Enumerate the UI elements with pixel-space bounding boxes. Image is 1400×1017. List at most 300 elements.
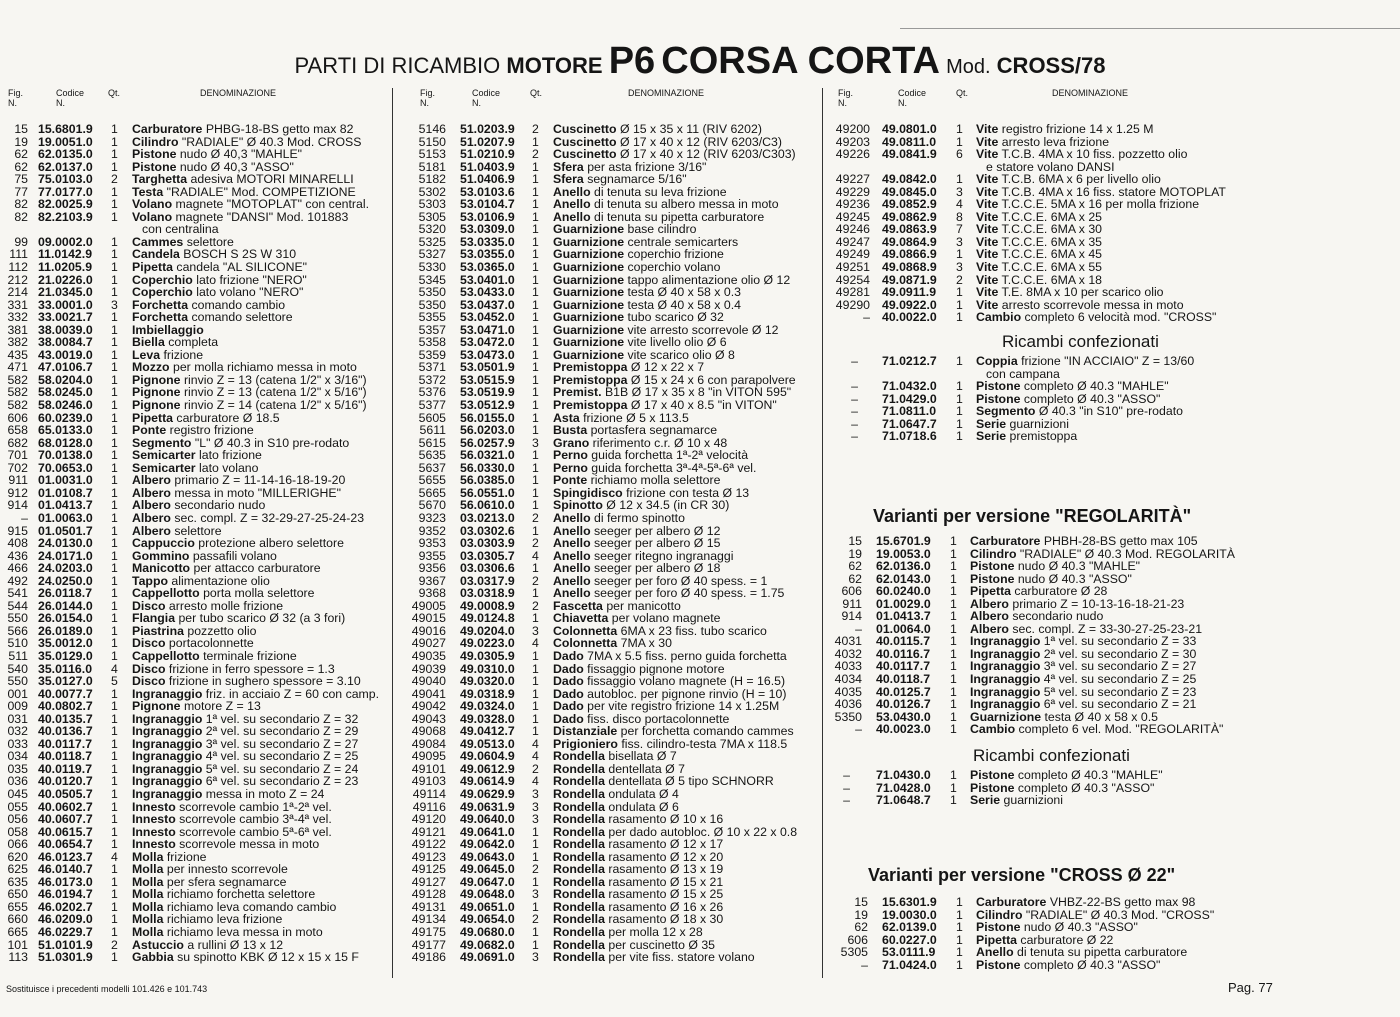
fig-number: 112 (8, 260, 28, 275)
part-detail: base cilindro (627, 222, 697, 237)
part-name: Innesto (132, 837, 176, 852)
part-detail: lato volano "NERO" (196, 285, 304, 300)
part-code: 53.0433.0 (460, 285, 515, 300)
quantity: 1 (111, 786, 118, 801)
part-detail: rinvio Z = 14 (catena 1/2" x 5/16") (183, 398, 367, 413)
quantity: 1 (532, 837, 539, 852)
quantity: 1 (532, 247, 539, 262)
footer-note: Sostituisce i precedenti modelli 101.426 e 101.743 (6, 984, 208, 994)
quantity: 1 (532, 272, 539, 287)
part-code: 49.0868.9 (882, 260, 937, 275)
quantity: 1 (532, 285, 539, 300)
part-name: Gabbia (132, 950, 174, 965)
part-code: 03.0318.9 (460, 586, 515, 601)
fig-number: – (863, 310, 870, 325)
quantity: 1 (111, 724, 118, 739)
fig-number: 49101 (411, 761, 446, 776)
part-code: 71.0428.0 (876, 780, 931, 795)
fig-number: 49041 (411, 686, 446, 701)
part-detail: per innesto scorrevole (166, 862, 288, 877)
part-detail: messa in moto "MILLERIGHE" (174, 485, 341, 500)
fig-number: 510 (7, 636, 28, 651)
quantity: 2 (532, 912, 539, 927)
part-detail: seeger ritegno ingranaggi (594, 548, 734, 563)
part-detail: Ø 17 x 40 x 8.5 "in VITON" (630, 398, 777, 413)
part-code: 49.0629.9 (460, 786, 515, 801)
fig-number: 911 (842, 596, 862, 611)
part-code: 46.0173.0 (38, 874, 93, 889)
part-name: Pipetta (132, 260, 173, 275)
part-name: Guarnizione (553, 272, 625, 287)
fig-number: – (851, 429, 858, 444)
part-name: Serie (976, 429, 1007, 444)
part-code: 51.0210.9 (460, 147, 515, 162)
part-code: 49.0866.9 (882, 247, 937, 262)
part-name: Vite (976, 172, 999, 187)
part-name: Segmento (132, 435, 192, 450)
quantity: 1 (111, 360, 118, 375)
part-name: Vite (976, 197, 999, 212)
part-description (976, 405, 1183, 418)
quantity: 1 (532, 586, 539, 601)
part-name: Albero (132, 485, 171, 500)
quantity: 2 (532, 122, 539, 136)
part-detail: frizione (166, 849, 207, 864)
header-qty: Qt. (956, 88, 969, 98)
part-detail: passafili volano (192, 548, 277, 563)
fig-number: 99 (14, 234, 28, 249)
part-code: 40.0117.7 (38, 736, 93, 751)
quantity: 1 (956, 907, 963, 922)
quantity: 1 (111, 159, 118, 174)
part-code: 53.0335.0 (460, 234, 515, 249)
fig-number: 49068 (411, 724, 446, 739)
part-code: 49.0911.9 (882, 285, 937, 300)
part-detail: e statore volano DANSI (986, 159, 1115, 174)
part-code: 53.0437.0 (460, 297, 515, 312)
part-description (970, 723, 1223, 736)
fig-number: 75 (14, 172, 28, 187)
part-code: 49.0651.0 (460, 899, 515, 914)
part-code: 53.0106.9 (460, 209, 515, 224)
part-code: 71.0811.0 (882, 404, 937, 419)
part-code: 26.0144.0 (38, 598, 93, 613)
part-code: 26.0189.0 (38, 623, 93, 638)
part-name: Dado (553, 648, 584, 663)
quantity: 1 (111, 423, 118, 438)
part-detail: rasamento Ø 12 x 20 (608, 849, 724, 864)
part-detail: 2ª vel. su secondario Z = 29 (205, 724, 359, 739)
table-row (830, 355, 1395, 368)
part-detail: dentellata Ø 7 (608, 761, 685, 776)
part-detail: di tenuta su leva frizione (594, 184, 727, 199)
part-name: Ingranaggio (132, 686, 203, 701)
fig-number: 582 (7, 385, 28, 400)
part-name: Ingranaggio (132, 786, 203, 801)
part-name: Anello (553, 523, 591, 538)
part-detail: su spinotto KBK Ø 12 x 15 x 15 F (177, 950, 359, 965)
table-row (0, 951, 392, 964)
part-code: 40.0117.7 (876, 659, 931, 674)
part-name: Albero (970, 596, 1009, 611)
part-name: Testa (132, 184, 164, 199)
part-name: Asta (553, 410, 580, 425)
quantity: 1 (950, 634, 957, 649)
part-detail: friz. in acciaio Z = 60 con camp. (205, 686, 380, 701)
part-name: Anello (553, 573, 591, 588)
fig-number: 5357 (418, 322, 446, 337)
part-detail: testa Ø 40 x 58 x 0.4 (627, 297, 741, 312)
part-detail: completo 6 vel. Mod. "REGOLARITÀ" (1018, 722, 1224, 737)
quantity: 3 (532, 435, 539, 450)
part-name: Anello (553, 536, 591, 551)
part-code: 53.0103.6 (460, 184, 515, 199)
part-code: 49.0604.9 (460, 749, 515, 764)
part-code: 24.0250.0 (38, 573, 93, 588)
quantity: 1 (956, 134, 963, 149)
part-name: Anello (553, 197, 591, 212)
parts-list-cross22 (830, 896, 1395, 971)
quantity: 1 (111, 899, 118, 914)
part-name: Molla (132, 899, 164, 914)
part-name: Grano (553, 435, 590, 450)
fig-number: 550 (7, 611, 28, 626)
part-name: Rondella (553, 837, 605, 852)
quantity: 2 (532, 598, 539, 613)
part-name: Astuccio (132, 937, 184, 952)
fig-number: 5345 (418, 272, 446, 287)
part-name: Rondella (553, 899, 605, 914)
part-detail: messa in moto Z = 24 (205, 786, 325, 801)
part-code: 11.0205.9 (38, 260, 93, 275)
fig-number: 5371 (418, 360, 446, 375)
part-detail: per volano magnete (611, 611, 721, 626)
part-detail: T.C.B. 6MA x 6 per livello olio (1001, 172, 1161, 187)
fig-number: 62 (14, 147, 28, 162)
part-name: Dado (553, 699, 584, 714)
part-code: 58.0245.0 (38, 385, 93, 400)
quantity: 1 (950, 646, 957, 661)
quantity: 1 (111, 711, 118, 726)
part-code: 49.0682.0 (460, 937, 515, 952)
fig-number: 635 (7, 874, 28, 889)
part-code: 51.0101.9 (38, 937, 93, 952)
fig-number: 5330 (418, 260, 446, 275)
part-code: 53.0472.0 (460, 335, 515, 350)
part-code: 71.0429.0 (882, 391, 937, 406)
part-code: 15.6301.9 (882, 895, 937, 909)
part-name: Segmento (976, 404, 1036, 419)
quantity: 1 (111, 122, 118, 136)
fig-number: 49245 (835, 209, 870, 224)
part-detail: Ø 17 x 40 x 12 (RIV 6203/C3) (619, 134, 782, 149)
part-code: 65.0133.0 (38, 423, 93, 438)
part-name: Coperchio (132, 285, 193, 300)
part-code: 71.0647.7 (882, 416, 937, 431)
quantity: 1 (111, 586, 118, 601)
quantity: 1 (532, 473, 539, 488)
quantity: 1 (532, 184, 539, 199)
part-detail: coperchio volano (627, 260, 721, 275)
part-detail: rinvio Z = 13 (catena 1/2" x 3/16") (183, 372, 367, 387)
part-code: 49.0305.9 (460, 648, 515, 663)
part-detail: completo Ø 40.3 "ASSO" (1023, 391, 1161, 406)
quantity: 4 (532, 749, 539, 764)
part-detail: secondario nudo (174, 498, 266, 513)
quantity: 1 (950, 584, 957, 599)
quantity: 3 (956, 234, 963, 249)
fig-number: 49027 (411, 636, 446, 651)
quantity: 4 (532, 774, 539, 789)
part-name: Distanziale (553, 724, 618, 739)
part-name: Cilindro (132, 134, 179, 149)
part-detail: carburatore Ø 22 (1020, 932, 1114, 947)
fig-number: 49040 (411, 674, 446, 689)
part-name: Molla (132, 925, 164, 939)
part-code: 26.0154.0 (38, 611, 93, 626)
fig-number: 332 (7, 310, 28, 325)
part-code: 21.0226.0 (38, 272, 93, 287)
part-detail: scorrevole cambio 3ª-4ª vel. (179, 812, 332, 827)
part-code: 62.0135.0 (38, 147, 93, 162)
fig-number: 9356 (418, 561, 446, 576)
part-code: 53.0111.9 (882, 945, 936, 960)
part-name: Carburatore (132, 122, 203, 136)
header-fig: Fig. N. (8, 88, 24, 108)
fig-number: 15 (848, 534, 862, 548)
parts-list-col2 (400, 123, 820, 964)
part-code: 56.0155.0 (460, 410, 515, 425)
part-code: 38.0039.0 (38, 322, 93, 337)
fig-number: 49247 (835, 234, 870, 249)
part-code: 77.0177.0 (38, 184, 93, 199)
part-detail: 6MA x 23 fiss. tubo scarico (620, 623, 767, 638)
part-detail: bisellata Ø 7 (608, 749, 677, 764)
part-name: Flangia (132, 611, 176, 626)
part-name: Vite (976, 234, 999, 249)
part-detail: premistoppa (1009, 429, 1078, 444)
part-code: 58.0246.0 (38, 398, 93, 413)
part-code: 53.0512.9 (460, 398, 515, 413)
quantity: 1 (950, 697, 957, 712)
part-name: Premistoppa (553, 372, 628, 387)
part-name: Ingranaggio (132, 761, 203, 776)
part-code: 49.0324.0 (460, 699, 515, 714)
part-name: Ingranaggio (970, 646, 1041, 661)
fig-number: – (843, 780, 850, 795)
part-detail: 7MA x 5.5 fiss. perno guida forchetta (587, 648, 787, 663)
fig-number: 49121 (411, 824, 446, 839)
title-version: CROSS/78 (996, 53, 1106, 78)
part-code: 56.0385.0 (460, 473, 515, 488)
part-code: 49.0640.0 (460, 812, 515, 827)
quantity: 1 (532, 724, 539, 739)
quantity: 1 (532, 172, 539, 187)
part-name: Anello (553, 586, 591, 601)
quantity: 1 (532, 611, 539, 626)
part-name: Pignone (132, 398, 181, 413)
fig-number: 62 (854, 920, 868, 935)
part-detail: Ø 12 x 34.5 (in CR 30) (606, 498, 730, 513)
quantity: 1 (532, 874, 539, 889)
quantity: 4 (956, 197, 963, 212)
fig-number: 49186 (411, 950, 446, 965)
part-code: 49.0631.9 (460, 799, 515, 814)
part-description (553, 951, 755, 964)
fig-number: 5670 (418, 498, 446, 513)
part-name: Anello (553, 561, 591, 576)
part-name: Disco (132, 661, 166, 676)
fig-number: 566 (7, 623, 28, 638)
part-detail: con campana (986, 366, 1060, 381)
part-detail: selettore (174, 523, 222, 538)
fig-number: 032 (7, 724, 28, 739)
part-name: Pignone (132, 699, 181, 714)
part-detail: portacolonnette (168, 636, 254, 651)
fig-number: 665 (7, 925, 28, 939)
part-name: Busta (553, 423, 588, 438)
quantity: 1 (111, 184, 118, 199)
part-name: Cappellotto (132, 648, 200, 663)
fig-number: 4033 (834, 659, 862, 674)
part-code: 51.0301.9 (38, 950, 93, 965)
part-detail: lato frizione (199, 448, 262, 463)
part-name: Forchetta (132, 297, 189, 312)
part-name: Guarnizione (553, 285, 625, 300)
part-code: 40.0116.7 (876, 646, 931, 661)
quantity: 1 (532, 360, 539, 375)
title-part: PARTI DI RICAMBIO (294, 53, 501, 78)
part-code: 53.0430.0 (876, 709, 931, 724)
part-detail: completo 6 velocità mod. "CROSS" (1024, 310, 1217, 325)
quantity: 1 (111, 799, 118, 814)
part-detail: protezione albero selettore (198, 536, 344, 551)
part-name: Guarnizione (553, 335, 625, 350)
part-name: Ponte (132, 423, 167, 438)
quantity: 1 (532, 661, 539, 676)
part-name: Ponte (553, 473, 588, 488)
part-name: Cuscinetto (553, 134, 617, 149)
part-code: 49.0852.9 (882, 197, 937, 212)
part-code: 49.0318.9 (460, 686, 515, 701)
part-name: Ingranaggio (132, 724, 203, 739)
fig-number: 49177 (411, 937, 446, 952)
part-detail: fissaggio volano magnete (H = 16.5) (587, 674, 786, 689)
fig-number: 49131 (411, 899, 446, 914)
fig-number: 49175 (411, 925, 446, 939)
part-code: 40.0126.7 (876, 697, 931, 712)
quantity: 1 (956, 416, 963, 431)
part-name: Rondella (553, 749, 605, 764)
fig-number: 49254 (835, 272, 870, 287)
fig-number: 5325 (418, 234, 446, 249)
quantity: 1 (111, 925, 118, 939)
part-detail: nudo Ø 40.3 "ASSO" (1017, 571, 1132, 586)
part-code: 19.0030.0 (882, 907, 937, 922)
quantity: 1 (111, 134, 118, 149)
part-code: 40.0135.7 (38, 711, 93, 726)
part-name: Ingranaggio (132, 711, 203, 726)
part-code: 40.0607.7 (38, 812, 93, 827)
quantity: 1 (532, 849, 539, 864)
column-header (830, 88, 1390, 112)
quantity: 4 (532, 548, 539, 563)
fig-number: 49203 (835, 134, 870, 149)
column-header (400, 88, 820, 112)
part-detail: arresto scorrevole messa in moto (1001, 297, 1184, 312)
fig-number: 511 (8, 648, 28, 663)
part-detail: T.C.B. 4MA x 10 fiss. pozzetto olio (1001, 147, 1188, 162)
part-detail: lato frizione "NERO" (196, 272, 307, 287)
quantity: 2 (111, 172, 118, 187)
part-code: 49.0648.0 (460, 887, 515, 902)
part-detail: per dado autobloc. Ø 10 x 22 x 0.8 (608, 824, 798, 839)
part-code: 35.0012.0 (38, 636, 93, 651)
part-code: 40.0118.7 (38, 749, 93, 764)
quantity: 1 (111, 636, 118, 651)
part-detail: con centralina (142, 222, 219, 237)
part-code: 49.0922.0 (882, 297, 937, 312)
quantity: 4 (532, 636, 539, 651)
part-code: 26.0118.7 (38, 586, 93, 601)
part-code: 49.0310.0 (460, 661, 515, 676)
quantity: 1 (111, 310, 118, 325)
part-name: Colonnetta (553, 636, 618, 651)
fig-number: 541 (7, 586, 28, 601)
quantity: 1 (532, 485, 539, 500)
part-code: 56.0330.0 (460, 460, 515, 475)
quantity: 1 (950, 659, 957, 674)
quantity: 1 (532, 322, 539, 337)
part-detail: vite livello olio Ø 6 (627, 335, 727, 350)
part-code: 40.0802.7 (38, 699, 93, 714)
quantity: 1 (111, 736, 118, 751)
header-code: Codice N. (56, 88, 85, 108)
part-name: Perno (553, 460, 588, 475)
part-code: 01.0413.7 (876, 609, 931, 624)
fig-number: 5303 (418, 197, 446, 212)
part-detail: tappo alimentazione olio Ø 12 (627, 272, 791, 287)
fig-number: 9352 (418, 523, 446, 538)
quantity: 1 (111, 699, 118, 714)
table-row (830, 261, 1395, 274)
quantity: 1 (111, 536, 118, 551)
part-code: 46.0123.7 (38, 849, 93, 864)
part-name: Vite (976, 247, 999, 262)
quantity: 3 (532, 623, 539, 638)
quantity: 1 (532, 297, 539, 312)
quantity: 1 (950, 722, 957, 737)
part-code: 33.0001.0 (38, 297, 93, 312)
part-name: Premist. (553, 385, 602, 400)
part-name: Vite (976, 122, 999, 136)
quantity: 1 (956, 354, 963, 368)
fig-number: 49200 (835, 122, 870, 136)
part-name: Guarnizione (553, 322, 625, 337)
fig-number: 49035 (411, 648, 446, 663)
part-detail: 3ª vel. su secondario Z = 27 (205, 736, 359, 751)
part-code: 01.0108.7 (38, 485, 93, 500)
quantity: 1 (111, 824, 118, 839)
part-code: 49.0864.9 (882, 234, 937, 249)
part-detail: "RADIALE" Ø 40.3 Mod. REGOLARITÀ (1019, 546, 1235, 561)
fig-number: 4031 (834, 634, 862, 649)
part-name: Manicotto (132, 561, 191, 576)
part-detail: frizione Ø 5 x 113.5 (583, 410, 689, 425)
part-code: 49.0124.8 (460, 611, 515, 626)
title-part: MOTORE (506, 53, 603, 78)
table-row (830, 723, 1395, 736)
